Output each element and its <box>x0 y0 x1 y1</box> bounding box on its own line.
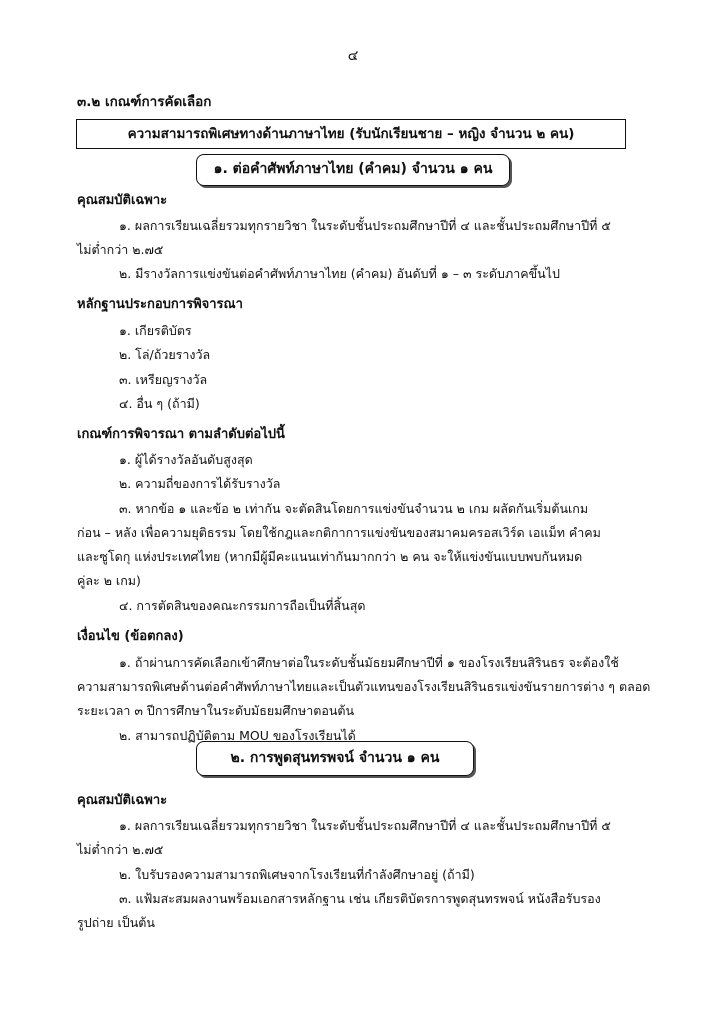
part2-qual-3a: ๓. แฟ้มสะสมผลงานพร้อมเอกสารหลักฐาน เช่น เกียรติบัตรการพูดสุนทรพจน์ หนังสือรับรอง <box>119 891 601 906</box>
section-heading: ๓.๒ เกณฑ์การคัดเลือก <box>77 94 212 110</box>
part1-condition-2: ๒. สามารถปฏิบัติตาม MOU ของโรงเรียนได้ <box>119 728 356 743</box>
part1-criteria-1: ๑. ผู้ได้รางวัลอันดับสูงสุด <box>119 452 253 467</box>
part2-qual-1b: ไม่ต่ำกว่า ๒.๗๕ <box>77 842 164 857</box>
main-title-text: ความสามารถพิเศษทางด้านภาษาไทย (รับนักเรียนชาย – หญิง จำนวน ๒ คน) <box>127 125 575 142</box>
part1-title-text: ๑. ต่อคำศัพท์ภาษาไทย (คำคม) จำนวน ๑ คน <box>213 161 493 178</box>
part2-qual-1a: ๑. ผลการเรียนเฉลี่ยรวมทุกรายวิชา ในระดับชั้นประถมศึกษาปีที่ ๔ และชั้นประถมศึกษาปีที่ ๕ <box>119 818 611 833</box>
part1-criteria-2: ๒. ความถี่ของการได้รับรางวัล <box>119 476 281 491</box>
part1-qual-2: ๒. มีรางวัลการแข่งขันต่อคำศัพท์ภาษาไทย (คำคม) อันดับที่ ๑ – ๓ ระดับภาคขึ้นไป <box>119 266 560 281</box>
list-item: ๔. อื่น ๆ (ถ้ามี) <box>119 396 200 411</box>
page-number: ๔ <box>347 48 359 64</box>
part1-qual-1a: ๑. ผลการเรียนเฉลี่ยรวมทุกรายวิชา ในระดับชั้นประถมศึกษาปีที่ ๔ และชั้นประถมศึกษาปีที่ ๕ <box>119 218 611 233</box>
list-item: ๒. โล่/ถ้วยรางวัล <box>119 347 211 362</box>
part1-criteria-3c: และซูโดกุ แห่งประเทศไทย (หากมีผู้มีคะแนนเท่ากันมากกว่า ๒ คน จะให้แข่งขันแบบพบกันหมด <box>77 549 583 564</box>
part1-criteria-heading: เกณฑ์การพิจารณา ตามลำดับต่อไปนี้ <box>77 427 285 442</box>
part1-condition-1b: ความสามารถพิเศษด้านต่อคำศัพท์ภาษาไทยและเป็นตัวแทนของโรงเรียนสิรินธรแข่งขันรายการต่าง ๆ ตลอด <box>77 679 651 694</box>
part1-qual-heading: คุณสมบัติเฉพาะ <box>77 193 168 208</box>
list-item: ๓. เหรียญรางวัล <box>119 372 208 387</box>
part2-title-text: ๒. การพูดสุนทรพจน์ จำนวน ๑ คน <box>230 749 440 766</box>
part1-condition-1c: ระยะเวลา ๓ ปีการศึกษาในระดับมัธยมศึกษาตอนต้น <box>77 703 355 718</box>
part2-qual-2: ๒. ใบรับรองความสามารถพิเศษจากโรงเรียนที่กำลังศึกษาอยู่ (ถ้ามี) <box>119 867 475 882</box>
part2-title-box <box>196 741 474 776</box>
part1-criteria-3d: คู่ละ ๒ เกม) <box>77 573 141 588</box>
part1-criteria-3b: ก่อน – หลัง เพื่อความยุติธรรม โดยใช้กฎและกติกาการแข่งขันของสมาคมครอสเวิร์ด เอแม็ท คำคม <box>77 525 601 540</box>
part1-criteria-4: ๔. การตัดสินของคณะกรรมการถือเป็นที่สิ้นสุด <box>119 598 366 613</box>
part1-evidence-heading: หลักฐานประกอบการพิจารณา <box>77 297 243 312</box>
main-title-box <box>76 119 626 149</box>
list-item: ๑. เกียรติบัตร <box>119 323 192 338</box>
part2-qual-3b: รูปถ่าย เป็นต้น <box>77 915 155 930</box>
part1-condition-1a: ๑. ถ้าผ่านการคัดเลือกเข้าศึกษาต่อในระดับชั้นมัธยมศึกษาปีที่ ๑ ของโรงเรียนสิรินธร จะต้องใช้ <box>119 655 619 670</box>
part1-qual-1b: ไม่ต่ำกว่า ๒.๗๕ <box>77 242 164 257</box>
part1-criteria-3a: ๓. หากข้อ ๑ และข้อ ๒ เท่ากัน จะตัดสินโดยการแข่งขันจำนวน ๒ เกม ผลัดกันเริ่มต้นเกม <box>119 501 589 516</box>
part2-qual-heading: คุณสมบัติเฉพาะ <box>77 793 168 808</box>
part1-title-box <box>196 154 510 186</box>
part1-condition-heading: เงื่อนไข (ข้อตกลง) <box>77 629 184 644</box>
